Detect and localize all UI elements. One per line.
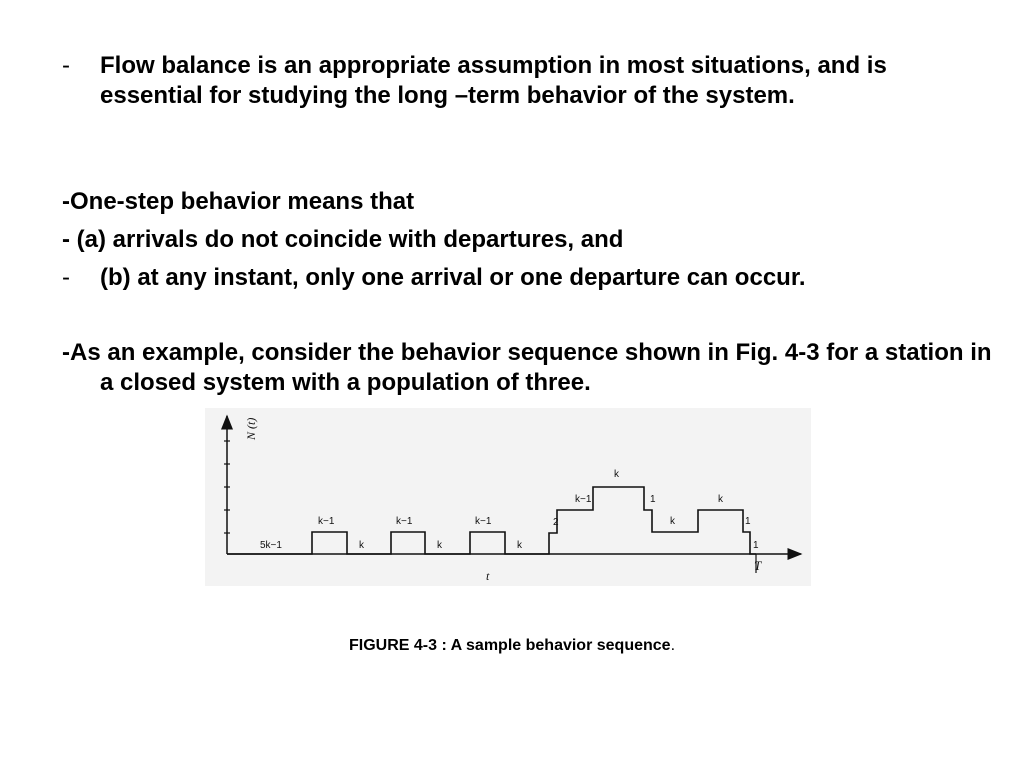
step-label: k — [718, 494, 723, 505]
end-time-label: T — [754, 558, 762, 573]
bullet-marker: - — [62, 52, 70, 79]
step-label: k−1 — [318, 516, 335, 527]
step-label: k−1 — [575, 494, 592, 505]
flow-balance-text: Flow balance is an appropriate assumption in most situations, and is essential for studying the long –term behavior of the system. — [100, 52, 887, 109]
caption-text: FIGURE 4-3 : A sample behavior sequence — [348, 637, 671, 654]
step-label: 5k−1 — [260, 540, 282, 551]
bullet-marker: - — [62, 264, 70, 291]
condition-a: - (a) arrivals do not coincide with departures, and — [62, 226, 624, 253]
step-label: k−1 — [475, 516, 492, 527]
bullet-condition-b — [62, 263, 972, 293]
step-label: 1 — [650, 494, 656, 505]
step-label: k — [437, 540, 442, 551]
step-label: k — [359, 540, 364, 551]
example-paragraph: -As an example, consider the behavior sequence shown in Fig. 4-3 for a station in a closed system with a population of three. — [62, 339, 992, 396]
y-axis-label: N (t) — [244, 417, 258, 440]
step-plot — [205, 408, 811, 586]
caption-period: . — [670, 637, 676, 654]
step-label: k — [670, 516, 675, 527]
bullet-flow-balance — [62, 51, 972, 111]
condition-b-text: (b) at any instant, only one arrival or one departure can occur. — [100, 264, 806, 291]
step-label: k−1 — [396, 516, 413, 527]
step-label: 1 — [745, 516, 751, 527]
behavior-sequence-figure — [205, 408, 811, 586]
step-label: 2 — [553, 517, 559, 528]
step-trace — [227, 487, 756, 554]
one-step-heading: -One-step behavior means that — [62, 188, 415, 215]
x-axis-label: t — [486, 569, 490, 583]
figure-caption — [0, 637, 1024, 655]
step-label: k — [614, 469, 619, 480]
step-label: k — [517, 540, 522, 551]
step-label: 1 — [753, 540, 759, 551]
